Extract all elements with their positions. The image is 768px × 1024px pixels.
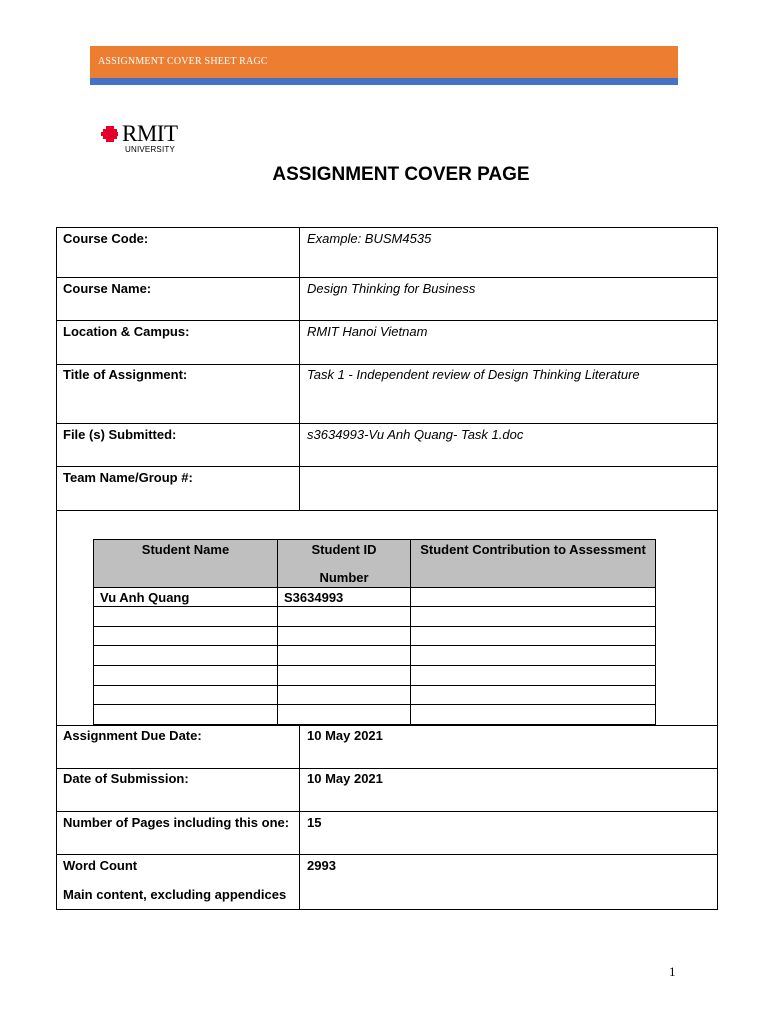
page-count-label: Number of Pages including this one:	[63, 815, 290, 830]
row-divider	[56, 364, 718, 365]
page-title: ASSIGNMENT COVER PAGE	[272, 164, 530, 185]
course-code-label: Course Code:	[63, 231, 149, 246]
table-row-divider	[93, 626, 656, 627]
rmit-logo	[100, 120, 200, 160]
student-name-cell: Vu Anh Quang	[100, 590, 190, 605]
row-divider	[56, 725, 718, 726]
table-column-divider	[410, 539, 411, 725]
table-row-divider	[93, 587, 656, 588]
row-divider	[56, 510, 718, 511]
due-date-label: Assignment Due Date:	[63, 728, 202, 743]
col-header-contribution: Student Contribution to Assessment	[420, 542, 646, 557]
location-value: RMIT Hanoi Vietnam	[307, 324, 428, 339]
header-band-text: ASSIGNMENT COVER SHEET RAGC	[98, 56, 268, 67]
table-row-divider	[93, 645, 656, 646]
submission-date-value: 10 May 2021	[307, 771, 383, 786]
row-divider	[56, 811, 718, 812]
row-divider	[56, 320, 718, 321]
files-submitted-label: File (s) Submitted:	[63, 427, 177, 442]
rmit-pixel-logo-icon	[100, 124, 122, 146]
table-column-divider	[277, 539, 278, 725]
col-header-student-id-2: Number	[319, 570, 369, 585]
table-row-divider	[93, 685, 656, 686]
location-label: Location & Campus:	[63, 324, 190, 339]
course-name-value: Design Thinking for Business	[307, 281, 476, 296]
col-header-student-name: Student Name	[141, 542, 230, 557]
course-name-label: Course Name:	[63, 281, 152, 296]
logo-subtitle: UNIVERSITY	[125, 145, 176, 154]
page-number: 1	[669, 964, 676, 979]
row-divider	[56, 768, 718, 769]
due-date-value: 10 May 2021	[307, 728, 383, 743]
table-row-divider	[93, 704, 656, 705]
column-divider	[299, 227, 300, 510]
student-id-cell: S3634993	[284, 590, 344, 605]
word-count-sublabel: Main content, excluding appendices	[63, 887, 287, 902]
row-divider	[56, 854, 718, 855]
submission-date-label: Date of Submission:	[63, 771, 189, 786]
row-divider	[56, 277, 718, 278]
word-count-value: 2993	[307, 858, 336, 873]
logo-name: RMIT	[122, 121, 178, 146]
assignment-title-value: Task 1 - Independent review of Design Thinking Literature	[307, 367, 640, 382]
header-band	[90, 46, 678, 78]
row-divider	[56, 466, 718, 467]
table-row-divider	[93, 606, 656, 607]
page-count-value: 15	[307, 815, 322, 830]
col-header-student-id: Student ID	[311, 542, 377, 557]
word-count-label: Word Count	[63, 858, 138, 873]
table-row-divider	[93, 665, 656, 666]
header-rule	[90, 78, 678, 85]
row-divider	[56, 423, 718, 424]
course-code-value: Example: BUSM4535	[307, 231, 432, 246]
team-name-label: Team Name/Group #:	[63, 470, 193, 485]
column-divider	[299, 725, 300, 910]
files-submitted-value: s3634993-Vu Anh Quang- Task 1.doc	[307, 427, 524, 442]
assignment-title-label: Title of Assignment:	[63, 367, 188, 382]
